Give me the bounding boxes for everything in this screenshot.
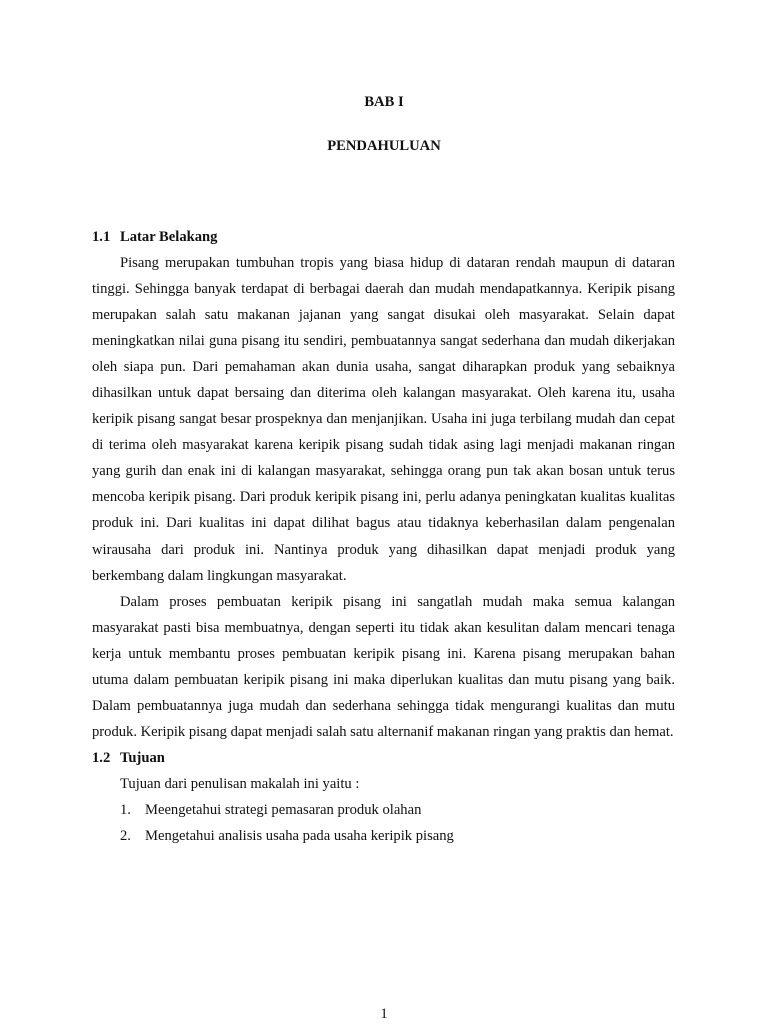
list-item-text: Meengetahui strategi pemasaran produk olahan (145, 801, 422, 818)
list-marker: 1. (120, 801, 131, 818)
section-title: Tujuan (120, 750, 165, 767)
list-marker: 2. (120, 827, 131, 844)
section-heading-latar-belakang (92, 225, 675, 250)
section-number: 1.2 (92, 750, 111, 767)
section-number: 1.1 (92, 229, 111, 245)
list-item (92, 797, 675, 823)
page-number: 1 (380, 1006, 388, 1022)
list-intro: Tujuan dari penulisan makalah ini yaitu : (120, 775, 360, 792)
section-title: Latar Belakang (120, 229, 218, 245)
chapter-number: BAB I (364, 94, 404, 110)
list-item (92, 823, 675, 849)
document-body (92, 225, 675, 849)
paragraph: Pisang merupakan tumbuhan tropis yang biasa hidup di dataran rendah maupun di dataran tinggi. Sehingga banyak terdapat di berbagai daerah dan mudah mendapatkannya. Keripik pisang merupakan salah satu makanan jajanan yang sangat disukai oleh masyarakat. Selain dapat meningkatkan nilai guna pisang itu sendiri, pembuatannya sangat sederhana dan mudah dikerjakan oleh siapa pun. Dari pemahaman akan dunia usaha, sangat diharapkan produk yang sebaiknya dihasilkan untuk dapat bersaing dan diterima oleh kalangan masyarakat. Oleh karena itu, usaha keripik pisang sangat besar prospeknya dan menjanjikan. Usaha ini juga terbilang mudah dan cepat di terima oleh masyarakat karena keripik pisang sudah tidak asing lagi menjadi makanan ringan yang gurih dan enak ini di kalangan masyarakat, sehingga orang pun tak akan bosan untuk terus mencoba keripik pisang. Dari produk keripik pisang ini, perlu adanya peningkatan kualitas kualitas produk ini. Dari kualitas ini dapat dilihat bagus atau tidaknya keberhasilan dalam pengenalan wirausaha dari produk ini. Nantinya produk yang dihasilkan dapat menjadi produk yang berkembang dalam lingkungan masyarakat. (92, 254, 675, 584)
section-heading-tujuan (92, 746, 675, 771)
list-item-text: Mengetahui analisis usaha pada usaha keripik pisang (145, 827, 454, 844)
paragraph: Dalam proses pembuatan keripik pisang ini sangatlah mudah maka semua kalangan masyarakat pasti bisa membuatnya, dengan seperti itu tidak akan kesulitan dalam mencari tenaga kerja untuk membantu proses pembuatan keripik pisang ini. Karena pisang merupakan bahan utuma dalam pembuatan keripik pisang ini maka diperlukan kualitas dan mutu pisang yang baik. Dalam pembuatannya juga mudah dan sederhana sehingga tidak mengurangi kualitas dan mutu produk. Keripik pisang dapat menjadi salah satu alternanif makanan ringan yang praktis dan hemat. (92, 593, 675, 741)
goals-list (92, 797, 675, 849)
chapter-title: PENDAHULUAN (327, 138, 441, 154)
